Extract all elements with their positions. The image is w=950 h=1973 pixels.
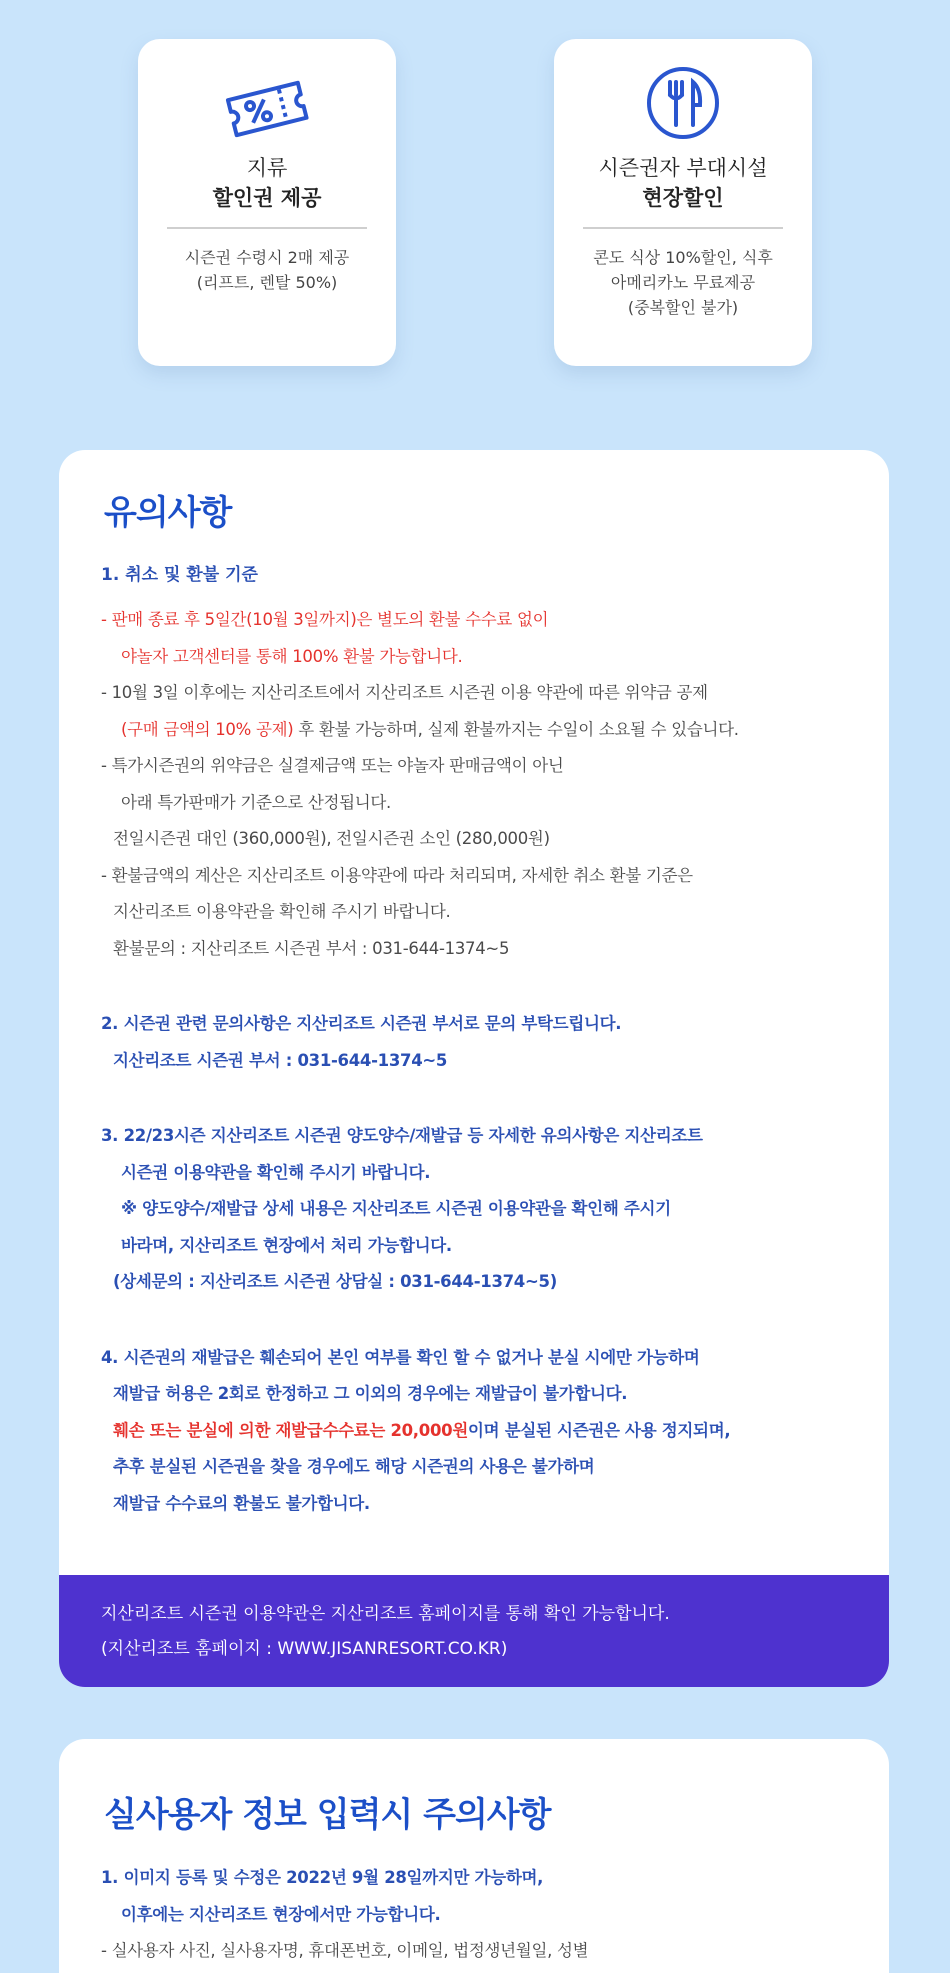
user-info-panel — [59, 1739, 889, 1973]
section-heading: 1. 취소 및 환불 기준 — [101, 565, 258, 585]
notice-panel — [59, 450, 889, 1687]
benefit-card-discount-voucher — [138, 39, 396, 366]
notice-line: 전일시즌권 대인 (360,000원), 전일시즌권 소인 (280,000원) — [113, 829, 550, 848]
notice-line: 재발급 수수료의 환불도 불가합니다. — [113, 1493, 370, 1513]
terms-footer-bar — [59, 1575, 889, 1687]
notice-line: 이후에는 지산리조트 현장에서만 가능합니다. — [121, 1904, 441, 1924]
notice-line: - 특가시즌권의 위약금은 실결제금액 또는 야놀자 판매금액이 아닌 — [101, 756, 564, 775]
notice-line: 시즌권 이용약관을 확인해 주시기 바랍니다. — [121, 1162, 431, 1182]
notice-line: 지산리조트 시즌권 부서 : 031-644-1374~5 — [113, 1050, 448, 1070]
benefit-title: 시즌권자 부대시설 현장할인 — [598, 156, 768, 210]
fork-knife-icon — [645, 65, 721, 141]
notice-line: 2. 시즌권 관련 문의사항은 지산리조트 시즌권 부서로 문의 부탁드립니다. — [101, 1014, 622, 1033]
notice-line: 바라며, 지산리조트 현장에서 처리 가능합니다. — [121, 1235, 452, 1255]
notice-line: 4. 시즌권의 재발급은 훼손되어 본인 여부를 확인 할 수 없거나 분실 시에만 가능하며 — [101, 1347, 700, 1367]
notice-line: - 판매 종료 후 5일간(10월 3일까지)은 별도의 환불 수수료 없이 — [101, 610, 549, 629]
notice-line: ※ 양도양수/재발급 상세 내용은 지산리조트 시즌권 이용약관을 확인해 주시기 — [121, 1199, 671, 1218]
divider — [167, 227, 367, 229]
homepage-link[interactable]: (지산리조트 홈페이지 : WWW.JISANRESORT.CO.KR) — [101, 1639, 508, 1659]
notice-line: (구매 금액의 10% 공제) 후 환불 가능하며, 실제 환불까지는 수일이 소요될 수 있습니다. — [121, 719, 739, 739]
notice-line: 야놀자 고객센터를 통해 100% 환불 가능합니다. — [121, 646, 463, 666]
benefit-card-facility-discount — [554, 39, 812, 366]
notice-line: 추후 분실된 시즌권을 찾을 경우에도 해당 시즌권의 사용은 불가하며 — [113, 1457, 595, 1476]
notice-line: 재발급 허용은 2회로 한정하고 그 이외의 경우에는 재발급이 불가합니다. — [113, 1384, 628, 1403]
notice-line: (상세문의 : 지산리조트 시즌권 상담실 : 031-644-1374~5) — [113, 1272, 557, 1291]
terms-notice-text: 지산리조트 시즌권 이용약관은 지산리조트 홈페이지를 통해 확인 가능합니다. — [101, 1604, 670, 1624]
notice-line: 아래 특가판매가 기준으로 산정됩니다. — [121, 792, 392, 812]
notice-line: - 10월 3일 이후에는 지산리조트에서 지산리조트 시즌권 이용 약관에 따른 위약금 공제 — [101, 683, 708, 702]
notice-line: 훼손 또는 분실에 의한 재발급수수료는 20,000원이며 분실된 시즌권은 사용 정지되며, — [113, 1420, 731, 1440]
benefit-title: 지류 할인권 제공 — [212, 156, 322, 210]
notice-line: 3. 22/23시즌 지산리조트 시즌권 양도양수/재발급 등 자세한 유의사항은 지산리조트 — [101, 1126, 703, 1145]
notice-line: 1. 이미지 등록 및 수정은 2022년 9월 28일까지만 가능하며, — [101, 1868, 544, 1887]
notice-line: - 실사용자 사진, 실사용자명, 휴대폰번호, 이메일, 법정생년월일, 성별 — [101, 1941, 589, 1960]
notice-line: 환불문의 : 지산리조트 시즌권 부서 : 031-644-1374~5 — [113, 938, 510, 958]
divider — [583, 227, 783, 229]
user-info-title: 실사용자 정보 입력시 주의사항 — [104, 1795, 551, 1835]
benefit-description: 콘도 식상 10%할인, 식후 아메리카노 무료제공 (중복할인 불가) — [593, 248, 773, 317]
notice-line: - 환불금액의 계산은 지산리조트 이용약관에 따라 처리되며, 자세한 취소 환불 기준은 — [101, 865, 693, 885]
notice-title: 유의사항 — [104, 493, 232, 533]
ticket-percent-icon — [219, 73, 315, 143]
benefit-description: 시즌권 수령시 2매 제공 (리프트, 렌탈 50%) — [184, 248, 350, 292]
notice-line: 지산리조트 이용약관을 확인해 주시기 바랍니다. — [113, 902, 451, 921]
